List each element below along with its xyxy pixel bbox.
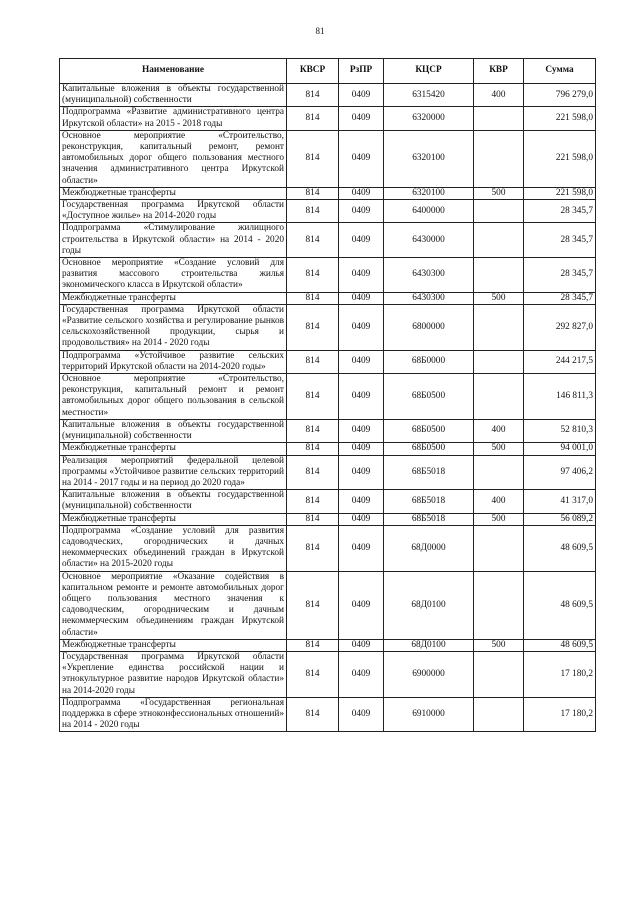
cell-kvr: [474, 200, 524, 223]
table-row: [60, 107, 596, 130]
cell-kcsr: 68Б0500: [384, 419, 474, 442]
cell-kvsr: 814: [287, 292, 339, 304]
cell-kvr: 500: [474, 639, 524, 651]
table-row: [60, 697, 596, 732]
cell-rzpr: 0409: [339, 374, 384, 420]
cell-rzpr: 0409: [339, 651, 384, 697]
cell-sum: 28 345,7: [524, 258, 596, 293]
cell-kvsr: 814: [287, 419, 339, 442]
table-row: [60, 223, 596, 258]
cell-kvsr: 814: [287, 651, 339, 697]
cell-kcsr: 68Д0000: [384, 525, 474, 571]
cell-kvr: [474, 107, 524, 130]
cell-sum: 221 598,0: [524, 130, 596, 187]
budget-table: [59, 58, 596, 732]
cell-sum: 244 217,5: [524, 350, 596, 373]
cell-rzpr: 0409: [339, 419, 384, 442]
cell-kvr: 500: [474, 292, 524, 304]
cell-sum: 17 180,2: [524, 651, 596, 697]
cell-kvsr: 814: [287, 130, 339, 187]
cell-kvsr: 814: [287, 187, 339, 199]
cell-kcsr: 6430300: [384, 258, 474, 293]
cell-rzpr: 0409: [339, 107, 384, 130]
cell-name: Подпрограмма «Стимулирование жилищного строительства в Иркутской области» на 2014 - 2020 годы: [60, 223, 287, 258]
cell-kvr: [474, 697, 524, 732]
table-row: [60, 639, 596, 651]
table-row: [60, 571, 596, 639]
header-kvsr: КВСР: [287, 59, 339, 84]
cell-kcsr: 68Б5018: [384, 455, 474, 490]
cell-rzpr: 0409: [339, 200, 384, 223]
cell-kvsr: 814: [287, 571, 339, 639]
cell-sum: 146 811,3: [524, 374, 596, 420]
cell-rzpr: 0409: [339, 292, 384, 304]
header-kcsr: КЦСР: [384, 59, 474, 84]
cell-rzpr: 0409: [339, 350, 384, 373]
cell-sum: 48 609,5: [524, 639, 596, 651]
cell-kcsr: 6430300: [384, 292, 474, 304]
cell-kvr: [474, 571, 524, 639]
cell-name: Межбюджетные трансферты: [60, 513, 287, 525]
cell-name: Основное мероприятие «Оказание содействия в капитальном ремонте и ремонте автомобильных дорог общего пользования местного значения к садоводческим, огородническим и дачным некоммерческим объединениям граждан Иркутской области»: [60, 571, 287, 639]
cell-kcsr: 6320100: [384, 130, 474, 187]
cell-sum: 48 609,5: [524, 525, 596, 571]
cell-kcsr: 68Д0100: [384, 639, 474, 651]
cell-kcsr: 68Д0100: [384, 571, 474, 639]
cell-sum: 97 406,2: [524, 455, 596, 490]
cell-sum: 221 598,0: [524, 107, 596, 130]
cell-name: Реализация мероприятий федеральной целевой программы «Устойчивое развитие сельских территорий на 2014 - 2017 годы и на период до 2020 года»: [60, 455, 287, 490]
cell-sum: 41 317,0: [524, 490, 596, 513]
cell-rzpr: 0409: [339, 525, 384, 571]
cell-sum: 28 345,7: [524, 223, 596, 258]
cell-sum: 17 180,2: [524, 697, 596, 732]
cell-kvr: 500: [474, 513, 524, 525]
cell-name: Капитальные вложения в объекты государственной (муниципальной) собственности: [60, 419, 287, 442]
cell-kvr: [474, 304, 524, 350]
cell-name: Капитальные вложения в объекты государственной (муниципальной) собственности: [60, 490, 287, 513]
cell-kvr: [474, 455, 524, 490]
cell-name: Подпрограмма «Устойчивое развитие сельских территорий Иркутской области на 2014-2020 годы»: [60, 350, 287, 373]
cell-sum: 28 345,7: [524, 200, 596, 223]
cell-name: Межбюджетные трансферты: [60, 443, 287, 455]
cell-kcsr: 6400000: [384, 200, 474, 223]
table-row: [60, 200, 596, 223]
cell-kvsr: 814: [287, 443, 339, 455]
cell-kvr: [474, 130, 524, 187]
cell-sum: 94 001,0: [524, 443, 596, 455]
cell-rzpr: 0409: [339, 455, 384, 490]
cell-kvr: 500: [474, 443, 524, 455]
cell-kcsr: 6910000: [384, 697, 474, 732]
table-row: [60, 525, 596, 571]
cell-kcsr: 6430000: [384, 223, 474, 258]
table-row: [60, 187, 596, 199]
cell-name: Основное мероприятие «Создание условий для развития массового строительства жилья экономического класса в Иркутской области»: [60, 258, 287, 293]
cell-kcsr: 68Б0000: [384, 350, 474, 373]
cell-name: Капитальные вложения в объекты государственной (муниципальной) собственности: [60, 84, 287, 107]
cell-kcsr: 68Б0500: [384, 374, 474, 420]
cell-name: Основное мероприятие «Строительство, реконструкция, капитальный ремонт и ремонт автомобильных дорог общего пользования в сельской местности»: [60, 374, 287, 420]
cell-name: Государственная программа Иркутской области «Доступное жилье» на 2014-2020 годы: [60, 200, 287, 223]
cell-sum: 221 598,0: [524, 187, 596, 199]
cell-kvsr: 814: [287, 490, 339, 513]
table-row: [60, 455, 596, 490]
cell-kvr: 400: [474, 490, 524, 513]
table-row: [60, 419, 596, 442]
header-rzpr: РзПР: [339, 59, 384, 84]
cell-rzpr: 0409: [339, 223, 384, 258]
cell-kvsr: 814: [287, 304, 339, 350]
cell-rzpr: 0409: [339, 258, 384, 293]
table-row: [60, 374, 596, 420]
cell-kvsr: 814: [287, 223, 339, 258]
table-row: [60, 350, 596, 373]
cell-kvsr: 814: [287, 374, 339, 420]
header-name: Наименование: [60, 59, 287, 84]
cell-kcsr: 6320100: [384, 187, 474, 199]
cell-kvr: [474, 350, 524, 373]
cell-name: Подпрограмма «Государственная региональная поддержка в сфере этноконфессиональных отношений» на 2014 - 2020 годы: [60, 697, 287, 732]
cell-rzpr: 0409: [339, 130, 384, 187]
cell-kvsr: 814: [287, 200, 339, 223]
cell-kvsr: 814: [287, 350, 339, 373]
cell-kvsr: 814: [287, 84, 339, 107]
cell-name: Государственная программа Иркутской области «Укрепление единства российской нации и этнокультурное развитие народов Иркутской области» на 2014-2020 годы: [60, 651, 287, 697]
cell-kvr: 500: [474, 187, 524, 199]
table-row: [60, 84, 596, 107]
cell-kcsr: 68Б5018: [384, 490, 474, 513]
cell-name: Основное мероприятие «Строительство, реконструкция, капитальный ремонт, ремонт автомобильных дорог общего пользования местного значения административного центра Иркутской области»: [60, 130, 287, 187]
cell-rzpr: 0409: [339, 639, 384, 651]
cell-sum: 28 345,7: [524, 292, 596, 304]
cell-sum: 796 279,0: [524, 84, 596, 107]
cell-kvsr: 814: [287, 107, 339, 130]
cell-kvsr: 814: [287, 697, 339, 732]
cell-kcsr: 6315420: [384, 84, 474, 107]
cell-kvr: [474, 374, 524, 420]
cell-rzpr: 0409: [339, 304, 384, 350]
cell-rzpr: 0409: [339, 697, 384, 732]
cell-sum: 52 810,3: [524, 419, 596, 442]
cell-kcsr: 6800000: [384, 304, 474, 350]
cell-name: Межбюджетные трансферты: [60, 639, 287, 651]
cell-rzpr: 0409: [339, 84, 384, 107]
cell-name: Государственная программа Иркутской области «Развитие сельского хозяйства и регулирование рынков сельскохозяйственной продукции, сырья и продовольствия» на 2014 - 2020 годы: [60, 304, 287, 350]
cell-rzpr: 0409: [339, 443, 384, 455]
table-row: [60, 513, 596, 525]
table-header-row: [60, 59, 596, 84]
cell-rzpr: 0409: [339, 490, 384, 513]
table-row: [60, 651, 596, 697]
cell-kvsr: 814: [287, 513, 339, 525]
table-row: [60, 258, 596, 293]
cell-rzpr: 0409: [339, 571, 384, 639]
cell-kcsr: 6900000: [384, 651, 474, 697]
cell-sum: 56 089,2: [524, 513, 596, 525]
cell-kvsr: 814: [287, 639, 339, 651]
table-row: [60, 130, 596, 187]
cell-sum: 48 609,5: [524, 571, 596, 639]
table-body: [60, 84, 596, 732]
table-row: [60, 443, 596, 455]
table-row: [60, 292, 596, 304]
cell-kvr: [474, 223, 524, 258]
cell-kvsr: 814: [287, 258, 339, 293]
table-row: [60, 304, 596, 350]
cell-kcsr: 6320000: [384, 107, 474, 130]
table-row: [60, 490, 596, 513]
cell-rzpr: 0409: [339, 187, 384, 199]
header-sum: Сумма: [524, 59, 596, 84]
cell-name: Подпрограмма «Создание условий для развития садоводческих, огороднических и дачных некоммерческих объединений граждан в Иркутской области» на 2015-2020 годы: [60, 525, 287, 571]
cell-kvsr: 814: [287, 525, 339, 571]
cell-kvr: 400: [474, 84, 524, 107]
header-kvr: КВР: [474, 59, 524, 84]
cell-name: Межбюджетные трансферты: [60, 292, 287, 304]
cell-name: Межбюджетные трансферты: [60, 187, 287, 199]
cell-sum: 292 827,0: [524, 304, 596, 350]
cell-kcsr: 68Б5018: [384, 513, 474, 525]
cell-kvr: [474, 258, 524, 293]
cell-rzpr: 0409: [339, 513, 384, 525]
cell-kvr: [474, 525, 524, 571]
cell-kvr: [474, 651, 524, 697]
cell-kvsr: 814: [287, 455, 339, 490]
cell-kcsr: 68Б0500: [384, 443, 474, 455]
cell-name: Подпрограмма «Развитие административного центра Иркутской области» на 2015 - 2018 годы: [60, 107, 287, 130]
cell-kvr: 400: [474, 419, 524, 442]
page-number: 81: [315, 26, 325, 36]
